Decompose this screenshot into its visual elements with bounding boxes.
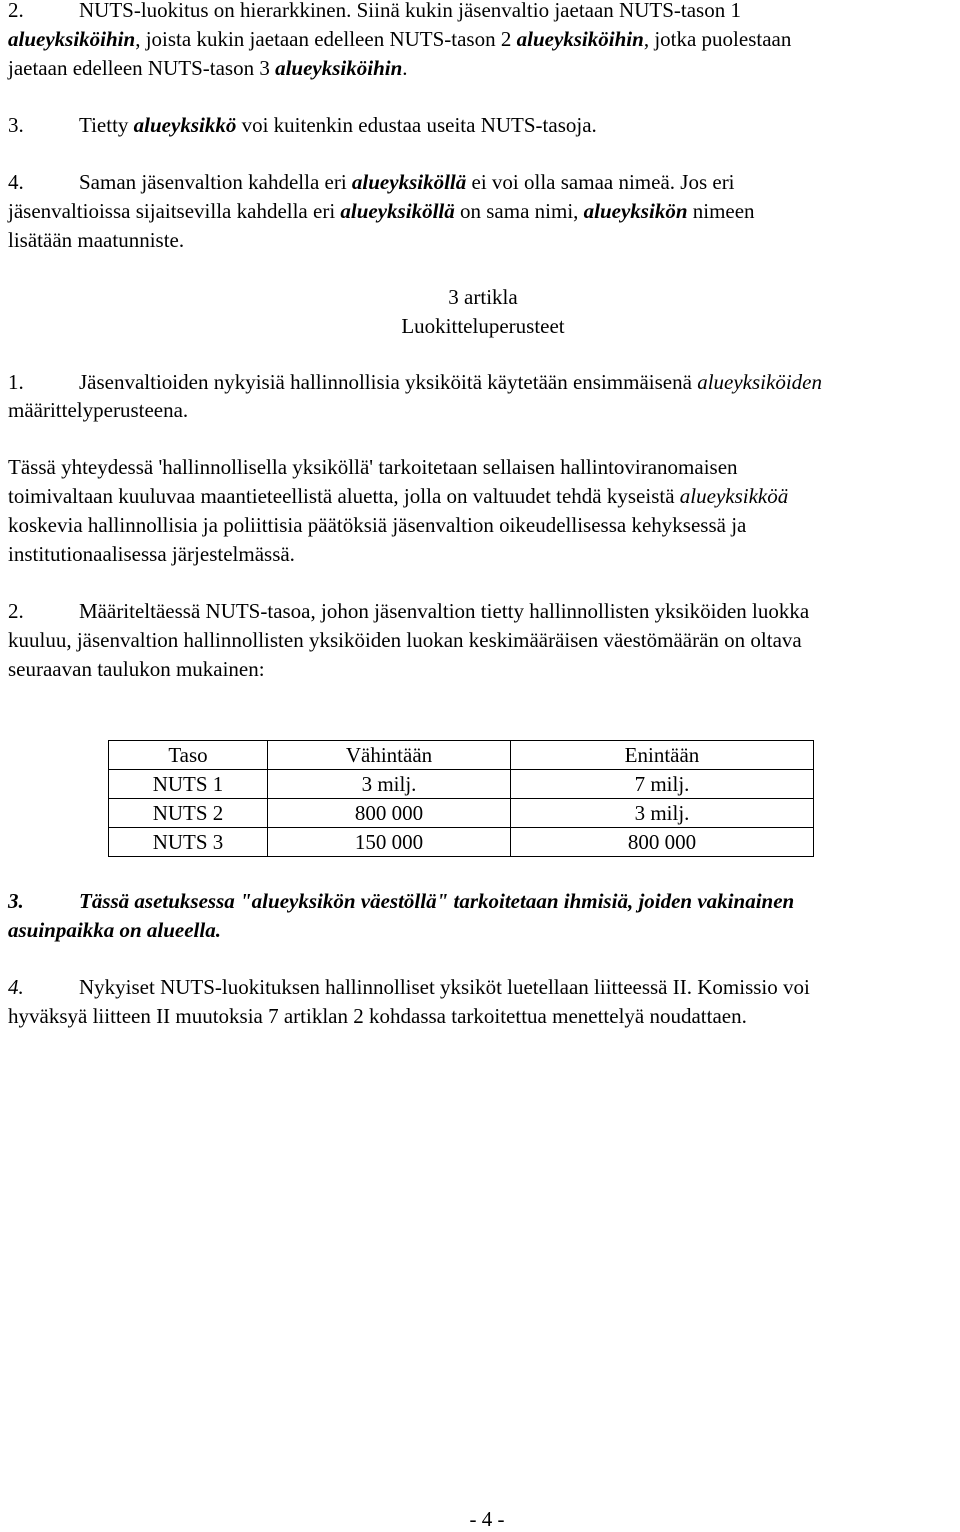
art-p3-line1: 3. Tässä asetuksessa "alueyksikön väestöllä" tarkoitetaan ihmisiä, joiden vakinainen: [8, 889, 795, 913]
article-title: Luokitteluperusteet: [401, 314, 565, 338]
table-cell: 3 milj.: [268, 770, 511, 799]
art-p1b-line2: toimivaltaan kuuluvaa maantieteellistä aluetta, jolla on valtuudet tehdä kyseistä alueyksikköä: [8, 484, 789, 508]
art-p1b-line3: koskevia hallinnollisia ja poliittisia päätöksiä jäsenvaltion oikeudellisessa kehyksessä ja: [8, 513, 747, 537]
para4-line1: 4. Saman jäsenvaltion kahdella eri alueyksiköllä ei voi olla samaa nimeä. Jos eri: [8, 170, 735, 194]
art-p2-line3: seuraavan taulukon mukainen:: [8, 657, 265, 681]
table-cell: NUTS 1: [109, 770, 268, 799]
table-cell: 150 000: [268, 828, 511, 857]
table-header-cell: Enintään: [511, 741, 814, 770]
table-cell: 800 000: [268, 799, 511, 828]
art-p2-line2: kuuluu, jäsenvaltion hallinnollisten yksiköiden luokan keskimääräisen väestömäärän on oltava: [8, 628, 802, 652]
article-number: 3 artikla: [448, 285, 518, 309]
table-cell: 7 milj.: [511, 770, 814, 799]
art-p2-line1: 2. Määriteltäessä NUTS-tasoa, johon jäsenvaltion tietty hallinnollisten yksiköiden luokka: [8, 599, 810, 623]
table-header-cell: Taso: [109, 741, 268, 770]
art-p1b-line1: Tässä yhteydessä 'hallinnollisella yksiköllä' tarkoitetaan sellaisen hallintoviranomaisen: [8, 455, 738, 479]
table-cell: NUTS 2: [109, 799, 268, 828]
art-p3-line2: asuinpaikka on alueella.: [8, 918, 221, 942]
para2-line2: alueyksiköihin, joista kukin jaetaan edelleen NUTS-tason 2 alueyksiköihin, jotka puolestaan: [8, 27, 792, 51]
table-row: [109, 770, 814, 799]
table-row: [109, 828, 814, 857]
art-p4-line2: hyväksyä liitteen II muutoksia 7 artiklan 2 kohdassa tarkoitettua menettelyä noudattaen.: [8, 1004, 747, 1028]
para4-line2: jäsenvaltioissa sijaitsevilla kahdella eri alueyksiköllä on sama nimi, alueyksikön nimeen: [8, 199, 755, 223]
nuts-population-table: [108, 740, 814, 857]
page-number: - 4 -: [469, 1507, 505, 1531]
table-cell: NUTS 3: [109, 828, 268, 857]
table-row: [109, 799, 814, 828]
table-cell: 3 milj.: [511, 799, 814, 828]
art-p1-line1: 1. Jäsenvaltioiden nykyisiä hallinnollisia yksiköitä käytetään ensimmäisenä alueyksiköiden: [8, 370, 822, 394]
art-p4-line1: 4. Nykyiset NUTS-luokituksen hallinnolliset yksiköt luetellaan liitteessä II. Komissio voi: [8, 975, 810, 999]
para3-line1: 3. Tietty alueyksikkö voi kuitenkin edustaa useita NUTS-tasoja.: [8, 113, 597, 137]
para4-line3: lisätään maatunniste.: [8, 228, 185, 252]
table-header-cell: Vähintään: [268, 741, 511, 770]
table-cell: 800 000: [511, 828, 814, 857]
art-p1b-line4: institutionaalisessa järjestelmässä.: [8, 542, 295, 566]
para2-line1: 2. NUTS-luokitus on hierarkkinen. Siinä kukin jäsenvaltio jaetaan NUTS-tason 1: [8, 0, 741, 22]
table-header-row: [109, 741, 814, 770]
para2-line3: jaetaan edelleen NUTS-tason 3 alueyksiköihin.: [8, 56, 408, 80]
art-p1-line2: määrittelyperusteena.: [8, 398, 189, 422]
